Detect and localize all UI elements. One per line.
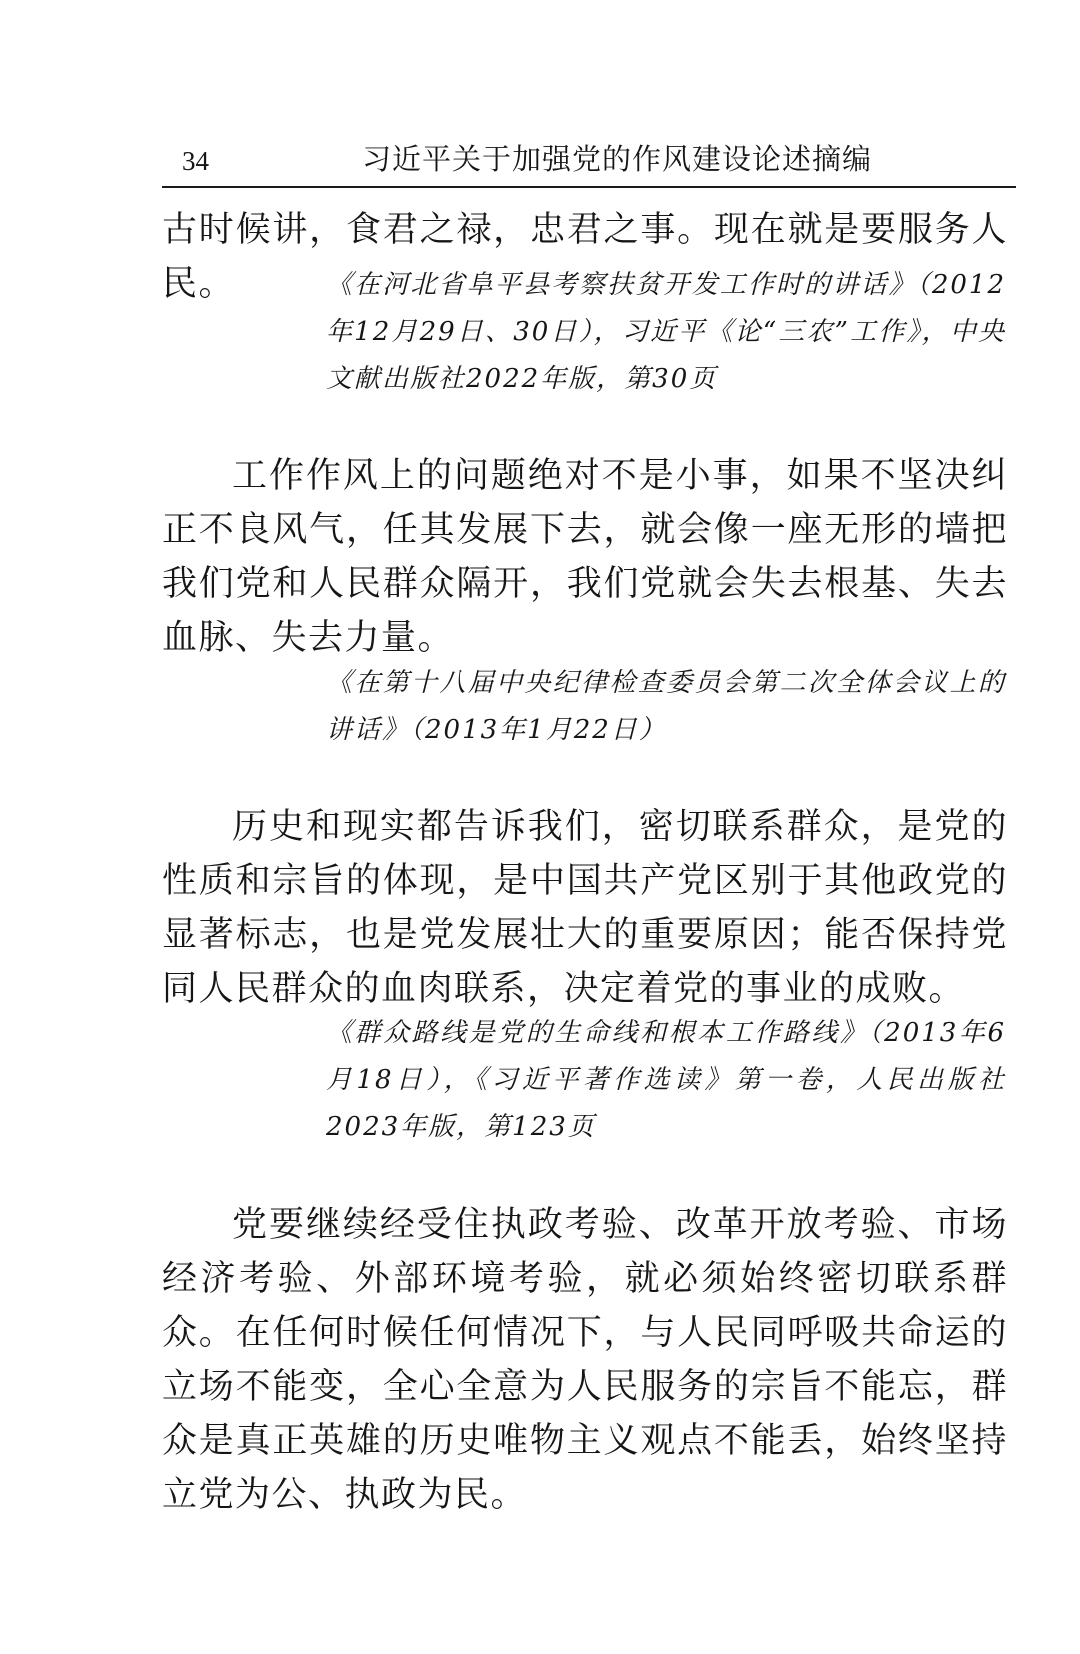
header-rule: [162, 186, 1016, 188]
quote-paragraph: 党要继续经受住执政考验、改革开放考验、市场经济考验、外部环境考验，就必须始终密切联系群众。在任何时候任何情况下，与人民同呼吸共命运的立场不能变，全心全意为人民服务的宗旨不能忘，群众是真正英雄的历史唯物主义观点不能丢，始终坚持立党为公、执政为民。: [162, 1205, 1008, 1515]
page-number: 34: [182, 146, 209, 176]
running-head: [162, 134, 1016, 186]
quote-source: 《在第十八届中央纪律检查委员会第二次全体会议上的讲话》（2013年1月22日）: [326, 668, 1006, 745]
book-title: 习近平关于加强党的作风建设论述摘编: [362, 142, 873, 176]
quote-source: 《群众路线是党的生命线和根本工作路线》（2013年6月18日），《习近平著作选读》第一卷，人民出版社2023年版，第123页: [326, 1018, 1006, 1142]
quote-paragraph: 古时候讲，食君之禄，忠君之事。现在就是要服务人民。: [162, 210, 1008, 304]
quote-paragraph: 历史和现实都告诉我们，密切联系群众，是党的性质和宗旨的体现，是中国共产党区别于其他政党的显著标志，也是党发展壮大的重要原因；能否保持党同人民群众的血肉联系，决定着党的事业的成败。: [162, 807, 1008, 1009]
quote-source: 《在河北省阜平县考察扶贫开发工作时的讲话》（2012年12月29日、30日），习近平《论“三农”工作》，中央文献出版社2022年版，第30页: [326, 270, 1006, 394]
quote-paragraph: 工作作风上的问题绝对不是小事，如果不坚决纠正不良风气，任其发展下去，就会像一座无形的墙把我们党和人民群众隔开，我们党就会失去根基、失去血脉、失去力量。: [162, 456, 1008, 658]
